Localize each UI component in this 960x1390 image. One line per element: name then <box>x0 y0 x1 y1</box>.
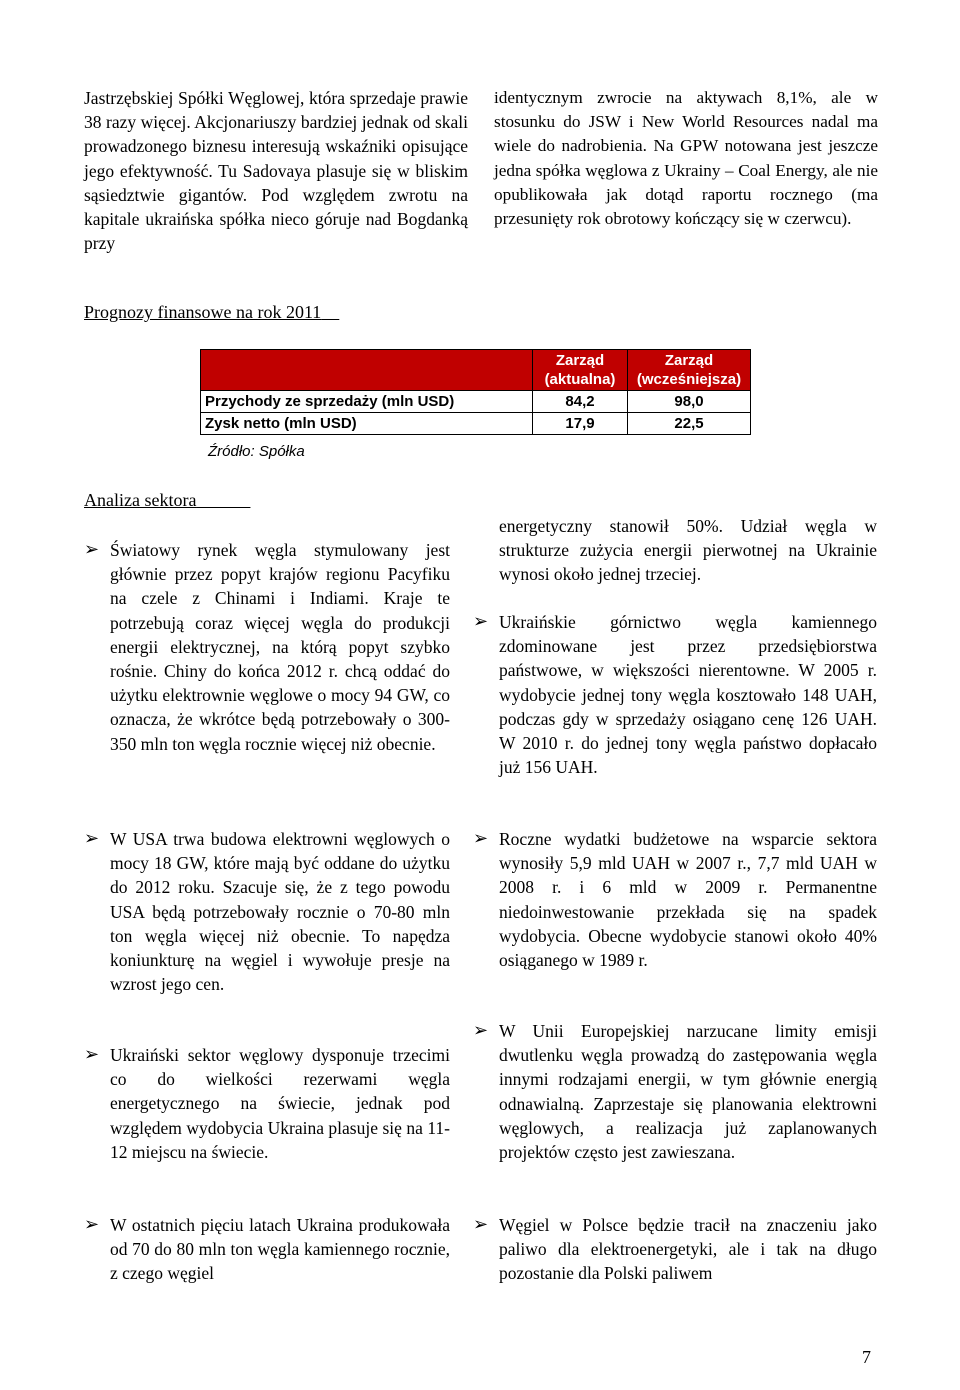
arrow-bullet-icon: ➢ <box>473 611 489 632</box>
table-header-current: Zarząd (aktualna) <box>533 350 628 391</box>
list-item <box>84 1043 450 1164</box>
bullet-text: Roczne wydatki budżetowe na wsparcie sektora wynosiły 5,9 mld UAH w 2007 r., 7,7 mld UAH w 2008 r. i 6 mld w 2009 r. Permanentne niedoinwestowanie przekłada się na spadek wydobycia. Obecne wydobycie stanowi około 40% osiąganego w 1989 r. <box>499 829 877 971</box>
table-row <box>201 413 751 435</box>
table-cell-previous: 98,0 <box>628 391 751 413</box>
table-header-row <box>201 350 751 391</box>
bullet-text: W USA trwa budowa elektrowni węglowych o mocy 18 GW, które mają być oddane do użytku do 2012 roku. Szacuje się, że z tego powodu USA będą potrzebowały rocznie o 70-80 mln ton węgla więcej niż obecnie. To napędza koniunkturę na węgiel i wywołuje presje na wzrost jego cen. <box>110 829 450 995</box>
bullet-text: W Unii Europejskiej narzucane limity emisji dwutlenku węgla prowadzą do zastępowania węgla innymi rodzajami energii, w tym głównie energią odnawialną. Zaprzestaje się planowania elektrowni węglowych, a realizacja już zaplanowanych projektów często jest zawieszana. <box>499 1021 877 1163</box>
bullet-text: W ostatnich pięciu latach Ukraina produkowała od 70 do 80 mln ton węgla kamiennego rocznie, z czego węgiel <box>110 1215 450 1284</box>
forecast-heading: Prognozy finansowe na rok 2011 <box>84 302 322 322</box>
list-item <box>473 1213 877 1286</box>
sector-heading: Analiza sektora <box>84 490 197 510</box>
table-cell-label: Przychody ze sprzedaży (mln USD) <box>201 391 533 413</box>
intro-right-paragraph: identycznym zwrocie na aktywach 8,1%, ale w stosunku do JSW i New World Resources nadal ma wiele do nadrobienia. Na GPW notowana jest jeszcze jedna spółka węglowa z Ukrainy – Coal Energy, ale nie opublikowała jak dotąd raportu rocznego (ma przesunięty rok obrotowy kończący się w czerwcu). <box>494 88 878 229</box>
bullet-text: Ukraiński sektor węglowy dysponuje trzecimi co do wielkości rezerwami węgla energetycznego na świecie, jednak pod względem wydobycia Ukraina plasuje się na 11-12 miejscu na świecie. <box>110 1045 450 1162</box>
table-row <box>201 391 751 413</box>
list-item <box>84 1213 450 1286</box>
list-item <box>84 827 450 996</box>
bullet-text: Węgiel w Polsce będzie tracił na znaczeniu jako paliwo dla elektroenergetyki, ale i tak na długo pozostanie dla Polski paliwem <box>499 1215 877 1284</box>
table-source-note: Źródło: Spółka <box>208 443 305 460</box>
page-number: 7 <box>862 1347 871 1367</box>
arrow-bullet-icon: ➢ <box>473 828 489 849</box>
list-item <box>473 610 877 779</box>
table-cell-label: Zysk netto (mln USD) <box>201 413 533 435</box>
arrow-bullet-icon: ➢ <box>84 828 100 849</box>
table-header-previous: Zarząd (wcześniejsza) <box>628 350 751 391</box>
table-cell-previous: 22,5 <box>628 413 751 435</box>
table-header-blank <box>201 350 533 391</box>
arrow-bullet-icon: ➢ <box>473 1020 489 1041</box>
table-cell-current: 84,2 <box>533 391 628 413</box>
arrow-bullet-icon: ➢ <box>84 539 100 560</box>
right-continuation-paragraph: energetyczny stanowił 50%. Udział węgla w strukturze zużycia energii pierwotnej na Ukrainie wynosi około jednej trzeciej. <box>499 516 877 585</box>
arrow-bullet-icon: ➢ <box>84 1214 100 1235</box>
intro-left-paragraph: Jastrzębskiej Spółki Węglowej, która sprzedaje prawie 38 razy więcej. Akcjonariuszy bardziej jednak od skali prowadzonego biznesu interesują wskaźniki opisujące jego efektywność. Tu Sadovaya plasuje się w bliskim sąsiedztwie gigantów. Pod względem zwrotu na kapitale ukraińska spółka nieco góruje nad Bogdanką przy <box>84 88 468 254</box>
bullet-text: Światowy rynek węgla stymulowany jest głównie przez popyt krajów regionu Pacyfiku na czele z Chinami i Indiami. Kraje te potrzebują coraz więcej węgla do produkcji energii elektrycznej, na którą popyt szybko rośnie. Chiny do końca 2012 r. chcą oddać do użytku elektrownie węglowe o mocy 94 GW, co oznacza, że wkrótce będą potrzebowały o 300-350 mln ton węgla rocznie więcej niż obecnie. <box>110 540 450 754</box>
list-item <box>473 1019 877 1164</box>
arrow-bullet-icon: ➢ <box>84 1044 100 1065</box>
bullet-text: Ukraińskie górnictwo węgla kamiennego zdominowane jest przez przedsiębiorstwa państwowe, w większości nierentowne. W 2005 r. wydobycie jednej tony węgla kosztowało 148 UAH, podczas gdy w sprzedaży osiągano cenę 126 UAH. W 2010 r. do jednej tony węgla państwo dopłacało już 156 UAH. <box>499 612 877 778</box>
list-item <box>84 538 450 756</box>
table-cell-current: 17,9 <box>533 413 628 435</box>
arrow-bullet-icon: ➢ <box>473 1214 489 1235</box>
forecast-table <box>200 349 751 435</box>
list-item <box>473 827 877 972</box>
